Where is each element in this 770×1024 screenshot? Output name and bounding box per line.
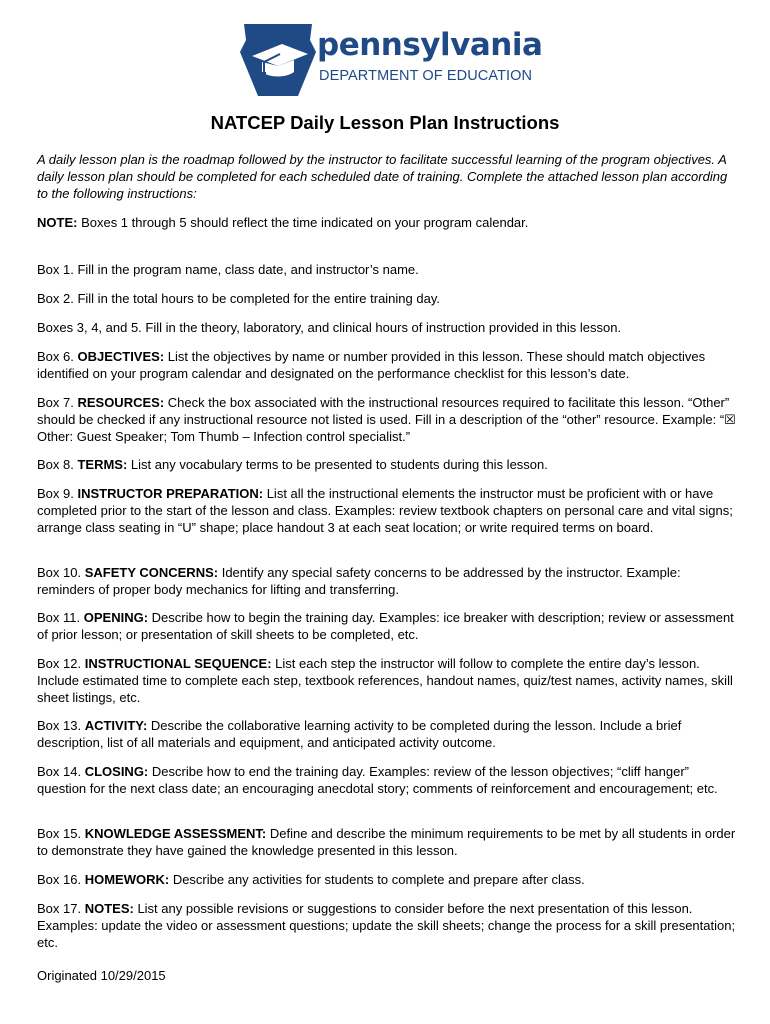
box-prefix: Box 6. — [37, 349, 78, 364]
box-prefix: Box 13. — [37, 718, 85, 733]
box-prefix: Box 10. — [37, 565, 85, 580]
box-12-instruction — [37, 655, 737, 706]
box-label: KNOWLEDGE ASSESSMENT: — [84, 826, 267, 841]
box-17-instruction — [37, 900, 737, 951]
keystone-graduation-cap-icon — [238, 22, 318, 98]
box-label: INSTRUCTOR PREPARATION: — [77, 486, 264, 501]
box-prefix: Box 15. — [37, 826, 85, 841]
page-title: NATCEP Daily Lesson Plan Instructions — [210, 112, 560, 133]
boxes-3-5-instruction — [37, 319, 737, 336]
box-text: Describe any activities for students to complete and prepare after class. — [169, 872, 585, 887]
box-2-instruction — [37, 290, 737, 307]
box-text: List any possible revisions or suggestions to consider before the next presentation of this lesson. Examples: update the video or assessment questions; update the skill sheets; change the process for a skill presentation; etc. — [37, 901, 736, 950]
box-prefix: Box 17. — [37, 901, 85, 916]
box-text: Describe the collaborative learning activity to be completed during the lesson. Include a brief description, list of all materials and equipment, and anticipated activity outcome. — [37, 718, 682, 750]
box-label: INSTRUCTIONAL SEQUENCE: — [84, 656, 272, 671]
box-14-instruction — [37, 763, 737, 797]
box-16-instruction — [37, 871, 737, 888]
box-prefix: Box 7. — [37, 395, 78, 410]
box-text: List each step the instructor will follow to complete the entire day’s lesson. Include estimated time to complete each step, textbook references, handout names, quiz/test names, activity names, skill sheet listings, etc. — [37, 656, 733, 705]
box-prefix: Box 8. — [37, 457, 78, 472]
box-text: Define and describe the minimum requirements to be met by all students in order to demonstrate they have gained the knowledge presented in this lesson. — [37, 826, 736, 858]
box-text: Check the box associated with the instructional resources required to facilitate this lesson. “Other” should be checked if any instructional resource not listed is used. Fill in a description of the “other” resource. Example: “☒ Other: Guest Speaker; Tom Thumb – Infection control specialist.” — [37, 395, 736, 444]
box-6-instruction — [37, 348, 737, 382]
box-text: List all the instructional elements the instructor must be proficient with or have completed prior to the start of the lesson and class. Examples: review textbook chapters on personal care and vital signs; arrange class seating in “U” shape; place handout 3 at each seat location; or write required terms on board. — [37, 486, 733, 535]
logo-department: DEPARTMENT OF EDUCATION — [319, 68, 533, 84]
box-prefix: Box 14. — [37, 764, 85, 779]
box-13-instruction — [37, 717, 737, 751]
note-text: Boxes 1 through 5 should reflect the time indicated on your program calendar. — [77, 215, 529, 230]
box-prefix: Box 16. — [37, 872, 85, 887]
box-prefix: Box 9. — [37, 486, 78, 501]
pa-department-of-education-logo — [238, 22, 543, 100]
intro-paragraph: A daily lesson plan is the roadmap followed by the instructor to facilitate successful learning of the program objectives. A daily lesson plan should be completed for each scheduled date of training. Complete the attached lesson plan according to the following instructions: — [37, 152, 728, 201]
box-text: Identify any special safety concerns to be addressed by the instructor. Example: reminders of proper body mechanics for lifting and transferring. — [37, 565, 681, 597]
logo-name: pennsylvania — [317, 27, 543, 63]
box-8-instruction — [37, 456, 737, 473]
note-label: NOTE: — [37, 215, 78, 230]
box-text: Describe how to end the training day. Examples: review of the lesson objectives; “cliff hanger” question for the next class date; an encouraging anecdotal story; comments of reinforcement and encouragement; etc. — [37, 764, 718, 796]
box-prefix: Box 11. — [37, 610, 84, 625]
box-label: TERMS: — [77, 457, 128, 472]
box-prefix: Boxes 3, 4, and 5. Fill in the theory, laboratory, and clinical hours of instruction provided in this lesson. — [37, 320, 622, 335]
box-label: RESOURCES: — [77, 395, 165, 410]
box-1-instruction — [37, 261, 737, 278]
box-10-instruction — [37, 564, 737, 598]
box-text: List the objectives by name or number provided in this lesson. These should match objectives identified on your program calendar and designated on the performance checklist for this lesson’s date. — [37, 349, 706, 381]
box-label: ACTIVITY: — [84, 718, 148, 733]
box-text: Describe how to begin the training day. Examples: ice breaker with description; review or assessment of prior lesson; or presentation of skill sheets to be completed, etc. — [37, 610, 734, 642]
box-text: List any vocabulary terms to be presented to students during this lesson. — [127, 457, 548, 472]
box-15-instruction — [37, 825, 737, 859]
box-label: OBJECTIVES: — [77, 349, 165, 364]
box-label: HOMEWORK: — [84, 872, 170, 887]
box-prefix: Box 12. — [37, 656, 85, 671]
box-prefix: Box 2. Fill in the total hours to be completed for the entire training day. — [37, 291, 440, 306]
origination-date: Originated 10/29/2015 — [37, 968, 166, 983]
box-label: NOTES: — [84, 901, 134, 916]
box-prefix: Box 1. Fill in the program name, class date, and instructor’s name. — [37, 262, 419, 277]
box-9-instruction — [37, 485, 737, 536]
box-label: SAFETY CONCERNS: — [84, 565, 219, 580]
box-11-instruction — [37, 609, 737, 643]
box-label: CLOSING: — [84, 764, 149, 779]
box-7-instruction — [37, 394, 737, 445]
note-paragraph — [37, 214, 737, 231]
box-label: OPENING: — [83, 610, 149, 625]
